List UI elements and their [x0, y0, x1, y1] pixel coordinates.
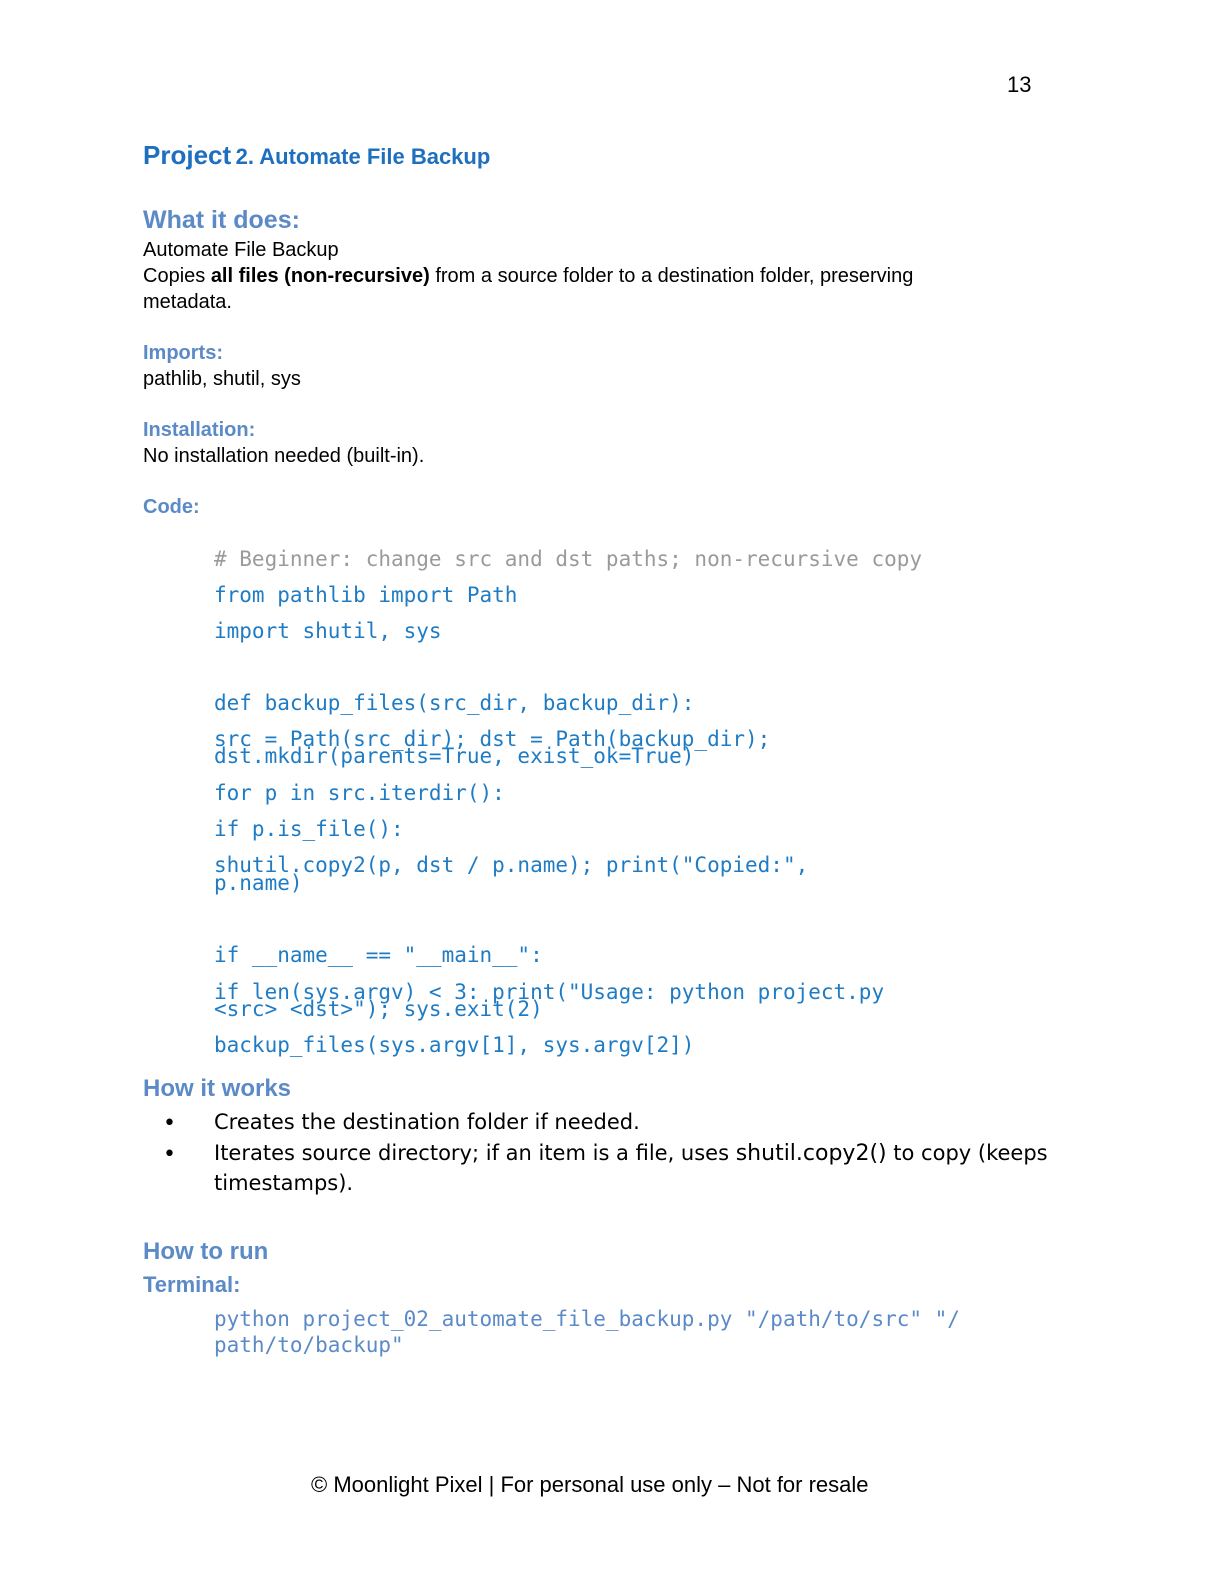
- code-heading: Code:: [143, 496, 200, 518]
- bullet2-pre: Iterates source directory; if an item is a file, uses: [214, 1141, 736, 1165]
- imports-text: pathlib, shutil, sys: [143, 368, 301, 390]
- bullet-symbol: •: [163, 1111, 176, 1136]
- installation-text: No installation needed (built-in).: [143, 445, 425, 467]
- imports-heading: Imports:: [143, 342, 223, 364]
- page-title: [143, 140, 490, 171]
- terminal-heading: Terminal:: [143, 1272, 241, 1297]
- bullet-item: [214, 1138, 1048, 1169]
- bullet-item-continuation: timestamps).: [214, 1171, 354, 1195]
- what-it-does-heading: What it does:: [143, 206, 300, 234]
- bullet-item: Creates the destination folder if needed.: [214, 1110, 640, 1134]
- title-prefix: Project: [143, 140, 232, 170]
- bullet2-post: to copy (keeps: [886, 1141, 1048, 1165]
- how-to-run-heading: How to run: [143, 1238, 269, 1265]
- code-line: p.name): [214, 871, 303, 895]
- terminal-command-line: python project_02_automate_file_backup.py "/path/to/src" "/: [214, 1307, 960, 1331]
- code-line: <src> <dst>"); sys.exit(2): [214, 997, 543, 1021]
- code-line: from pathlib import Path: [214, 583, 518, 607]
- code-line: # Beginner: change src and dst paths; non-recursive copy: [214, 547, 923, 571]
- code-line: def backup_files(src_dir, backup_dir):: [214, 691, 695, 715]
- desc-bold: all files (non-recursive): [210, 265, 430, 287]
- code-line: for p in src.iterdir():: [214, 781, 505, 805]
- code-line: shutil.copy2(p, dst / p.name); print("Copied:",: [214, 853, 809, 877]
- footer: © Moonlight Pixel | For personal use only – Not for resale: [311, 1472, 869, 1497]
- code-line: if len(sys.argv) < 3: print("Usage: python project.py: [214, 980, 885, 1004]
- page-number: 13: [1007, 72, 1032, 97]
- desc-post: from a source folder to a destination folder, preserving: [429, 265, 914, 287]
- desc-pre: Copies: [143, 265, 211, 287]
- what-it-does-description-line2: metadata.: [143, 291, 232, 313]
- bullet2-code: shutil.copy2(): [735, 1141, 887, 1166]
- terminal-command-line: path/to/backup": [214, 1333, 404, 1357]
- what-it-does-description: [143, 263, 913, 289]
- code-line: if __name__ == "__main__":: [214, 943, 543, 967]
- what-it-does-line1: Automate File Backup: [143, 239, 339, 261]
- how-it-works-heading: How it works: [143, 1075, 292, 1102]
- code-line: dst.mkdir(parents=True, exist_ok=True): [214, 744, 695, 768]
- code-line: backup_files(sys.argv[1], sys.argv[2]): [214, 1033, 695, 1057]
- code-line: if p.is_file():: [214, 817, 404, 841]
- bullet-symbol: •: [163, 1142, 176, 1167]
- code-line: import shutil, sys: [214, 619, 442, 643]
- installation-heading: Installation:: [143, 419, 256, 441]
- title-text: 2. Automate File Backup: [235, 144, 491, 169]
- code-line: src = Path(src_dir); dst = Path(backup_dir);: [214, 727, 771, 751]
